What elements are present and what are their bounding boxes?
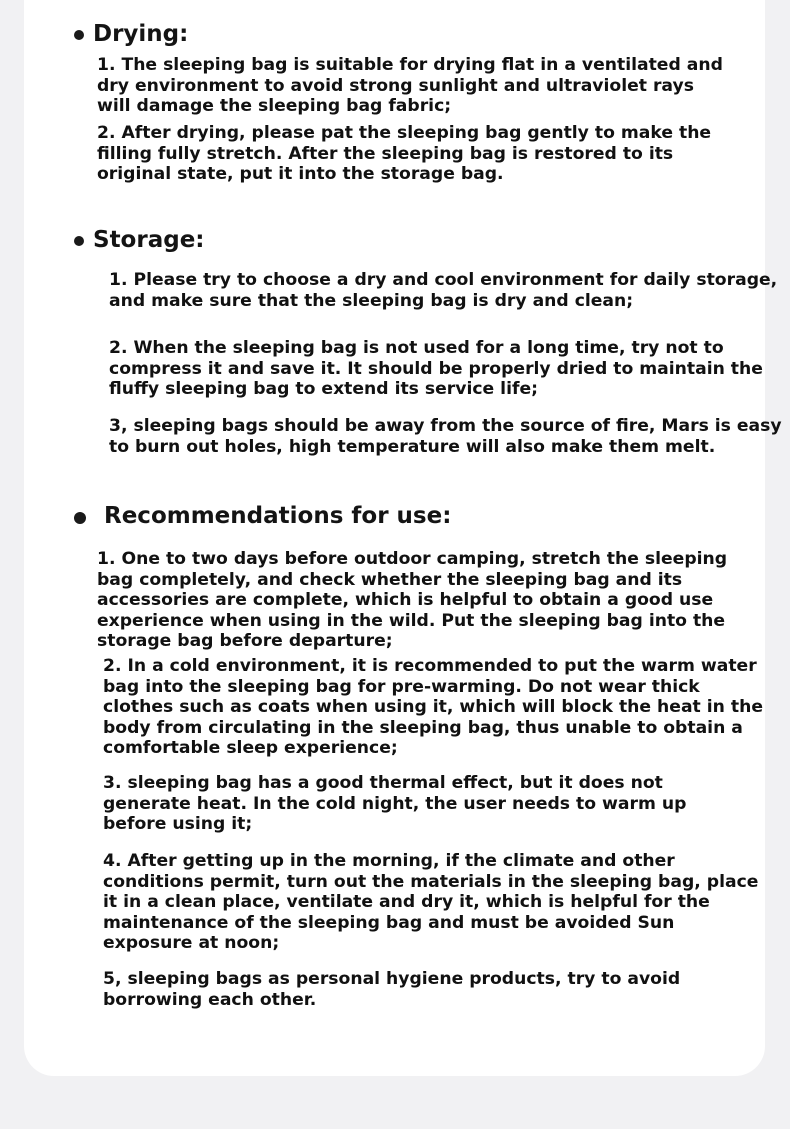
storage-heading: Storage: [93, 227, 205, 253]
recommendations-item-5: 5, sleeping bags as personal hygiene products, try to avoid borrowing each other. [103, 969, 681, 1010]
bullet-icon [74, 512, 86, 524]
bullet-icon [74, 30, 84, 40]
storage-item-3: 3, sleeping bags should be away from the source of fire, Mars is easy to burn out holes, high temperature will also make them melt. [109, 416, 782, 457]
recommendations-item-4: 4. After getting up in the morning, if the climate and other conditions permit, turn out the materials in the sleeping bag, place it in a clean place, ventilate and dry it, which is helpful for the maintenance of the sleeping bag and must be avoided Sun exposure at noon; [103, 851, 759, 953]
storage-item-2: 2. When the sleeping bag is not used for a long time, try not to compress it and save it. It should be properly dried to maintain the fluffy sleeping bag to extend its service life; [109, 338, 763, 399]
drying-item-2: 2. After drying, please pat the sleeping bag gently to make the filling fully stretch. After the sleeping bag is restored to its original state, put it into the storage bag. [97, 123, 712, 184]
bullet-icon [74, 236, 84, 246]
recommendations-item-1: 1. One to two days before outdoor camping, stretch the sleeping bag completely, and check whether the sleeping bag and its accessories are complete, which is helpful to obtain a good use experience when using in the wild. Put the sleeping bag into the storage bag before departure; [97, 549, 728, 651]
recommendations-item-2: 2. In a cold environment, it is recommended to put the warm water bag into the sleeping bag for pre-warming. Do not wear thick clothes such as coats when using it, which will block the heat in the body from circulating in the sleeping bag, thus unable to obtain a comfortable sleep experience; [103, 656, 763, 758]
storage-item-1: 1. Please try to choose a dry and cool environment for daily storage, and make sure that the sleeping bag is dry and clean; [109, 270, 778, 311]
recommendations-item-3: 3. sleeping bag has a good thermal effect, but it does not generate heat. In the cold night, the user needs to warm up before using it; [103, 773, 687, 834]
drying-item-1: 1. The sleeping bag is suitable for drying flat in a ventilated and dry environment to avoid strong sunlight and ultraviolet rays will damage the sleeping bag fabric; [97, 55, 723, 116]
recommendations-heading: Recommendations for use: [104, 503, 452, 529]
drying-heading: Drying: [93, 21, 189, 47]
